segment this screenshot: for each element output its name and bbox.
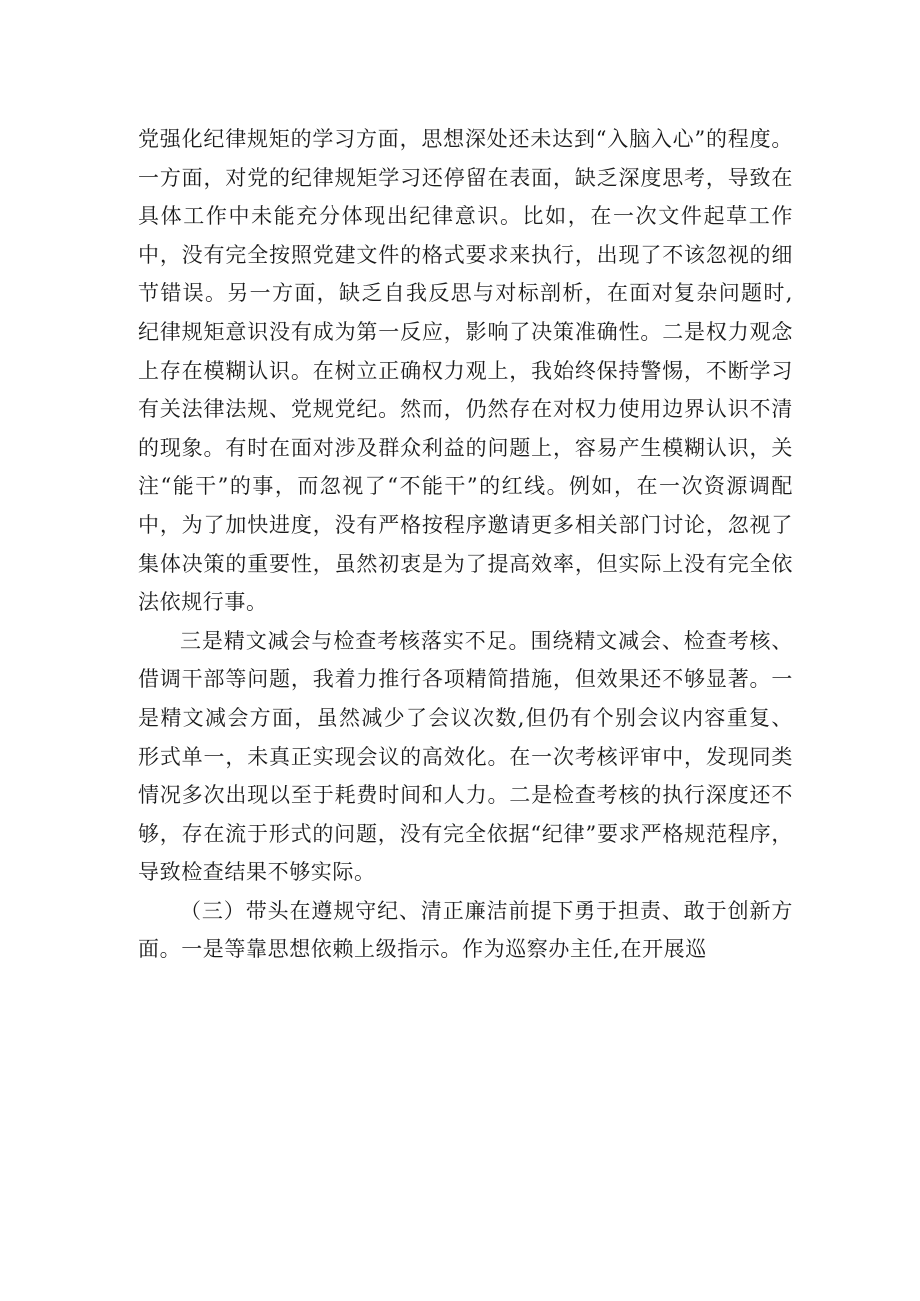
paragraph-1: 党强化纪律规矩的学习方面，思想深处还未达到“入脑入心”的程度。一方面，对党的纪律规矩学习还停留在表面，缺乏深度思考，导致在具体工作中未能充分体现出纪律意识。比如，在一次文件起草工作中，没有完全按照党建文件的格式要求来执行，出现了不该忽视的细节错误。另一方面，缺乏自我反思与对标剖析，在面对复杂问题时,纪律规矩意识没有成为第一反应，影响了决策准确性。二是权力观念上存在模糊认识。在树立正确权力观上，我始终保持警惕，不断学习有关法律法规、党规党纪。然而，仍然存在对权力使用边界认识不清的现象。有时在面对涉及群众利益的问题上，容易产生模糊认识，关注“能干”的事，而忽视了“不能干”的红线。例如，在一次资源调配中，为了加快进度，没有严格按程序邀请更多相关部门讨论，忽视了集体决策的重要性，虽然初衷是为了提高效率，但实际上没有完全依法依规行事。 — [138, 127, 793, 615]
document-body — [138, 120, 793, 969]
paragraph-2: 三是精文减会与检查考核落实不足。围绕精文减会、检查考核、借调干部等问题，我着力推行各项精简措施，但效果还不够显著。一是精文减会方面，虽然减少了会议次数,但仍有个别会议内容重复、形式单一，未真正实现会议的高效化。在一次考核评审中，发现同类情况多次出现以至于耗费时间和人力。二是检查考核的执行深度还不够，存在流于形式的问题，没有完全依据“纪律”要求严格规范程序，导致检查结果不够实际。 — [138, 628, 793, 885]
paragraph-3: （三）带头在遵规守纪、清正廉洁前提下勇于担责、敢于创新方面。一是等靠思想依赖上级指示。作为巡察办主任,在开展巡 — [138, 898, 793, 962]
